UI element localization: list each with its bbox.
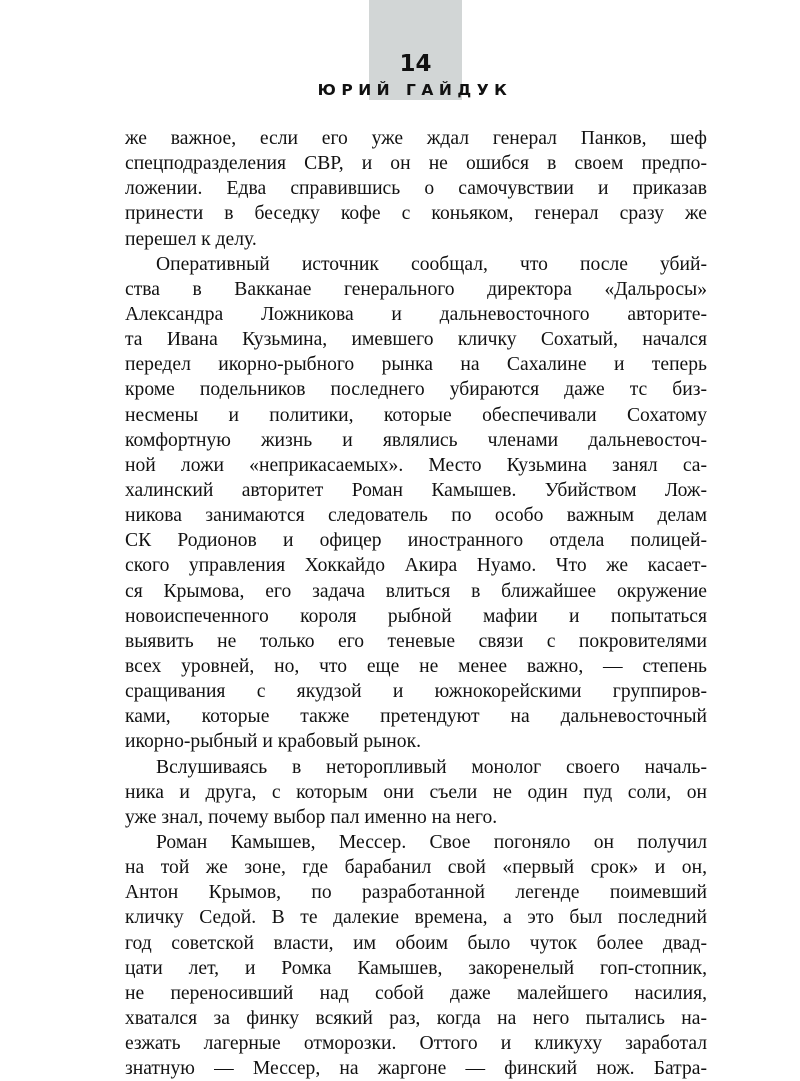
text-line: новоиспеченного короля рыбной мафии и попытаться <box>125 605 707 627</box>
text-line: Роман Камышев, Мессер. Свое погоняло он получил <box>156 831 707 853</box>
text-line: Оперативный источник сообщал, что после убий- <box>156 253 707 275</box>
text-line: выявить не только его теневые связи с покровителями <box>125 630 707 652</box>
text-line: кроме подельников последнего убираются даже тс биз- <box>125 379 707 401</box>
text-line: уже знал, почему выбор пал именно на него. <box>125 806 498 828</box>
text-line: же важное, если его уже ждал генерал Панков, шеф <box>125 128 707 149</box>
text-line: ной ложи «неприкасаемых». Место Кузьмина занял са- <box>125 454 707 476</box>
text-line: Антон Крымов, по разработанной легенде поимевший <box>125 882 707 904</box>
text-line: Александра Ложникова и дальневосточного авторите- <box>125 303 707 325</box>
text-line: принести в беседку кофе с коньяком, генерал сразу же <box>125 203 707 225</box>
text-line: не переносивший над собой даже малейшего насилия, <box>125 982 707 1004</box>
text-line: ся Крымова, его задача влиться в ближайшее окружение <box>125 580 707 602</box>
text-line: на той же зоне, где барабанил свой «первый срок» и он, <box>125 857 707 879</box>
text-line: год советской власти, им обоим было чуток более двад- <box>125 932 707 954</box>
text-line: СК Родионов и офицер иностранного отдела полицей- <box>125 530 707 552</box>
text-line: ника и друга, с которым они съели не один пуд соли, он <box>125 781 707 803</box>
text-line: ства в Вакканае генерального директора «Дальросы» <box>125 278 707 300</box>
text-line: кличку Седой. В те далекие времена, а это был последний <box>125 907 707 929</box>
text-line: икорно-рыбный и крабовый рынок. <box>125 731 422 753</box>
text-line: халинский авторитет Роман Камышев. Убийством Лож- <box>125 479 707 501</box>
text-line: никова занимаются следователь по особо важным делам <box>125 505 707 527</box>
text-line: езжать лагерные отморозки. Оттого и кликуху заработал <box>125 1033 707 1055</box>
text-line: комфортную жизнь и являлись членами дальневосточ- <box>125 429 707 451</box>
body-text <box>125 126 707 1081</box>
text-line: знатную — Мессер, на жаргоне — финский нож. Батра- <box>125 1058 707 1080</box>
running-head: ЮРИЙ ГАЙДУК <box>317 81 513 99</box>
text-line: ложении. Едва справившись о самочувствии и приказав <box>125 178 707 200</box>
text-line: та Ивана Кузьмина, имевшего кличку Сохатый, начался <box>125 329 707 351</box>
text-line: хватался за финку всякий раз, когда на него пытались на- <box>125 1007 707 1029</box>
text-line: сращивания с якудзой и южнокорейскими группиров- <box>125 681 707 703</box>
text-line: перешел к делу. <box>125 228 257 250</box>
text-line: Вслушиваясь в неторопливый монолог своего началь- <box>156 756 707 778</box>
text-line: цати лет, и Ромка Камышев, закоренелый гоп-стопник, <box>125 957 707 979</box>
text-line: несмены и политики, которые обеспечивали Сохатому <box>125 404 707 426</box>
text-line: спецподразделения СВР, и он не ошибся в своем предпо- <box>125 153 707 175</box>
text-line: всех уровней, но, что еще не менее важно, — степень <box>125 655 707 677</box>
page-number: 14 <box>399 51 432 77</box>
text-line: передел икорно-рыбного рынка на Сахалине и теперь <box>125 354 707 376</box>
text-line: ками, которые также претендуют на дальневосточный <box>125 706 707 728</box>
text-line: ского управления Хоккайдо Акира Нуамо. Что же касает- <box>125 555 707 577</box>
